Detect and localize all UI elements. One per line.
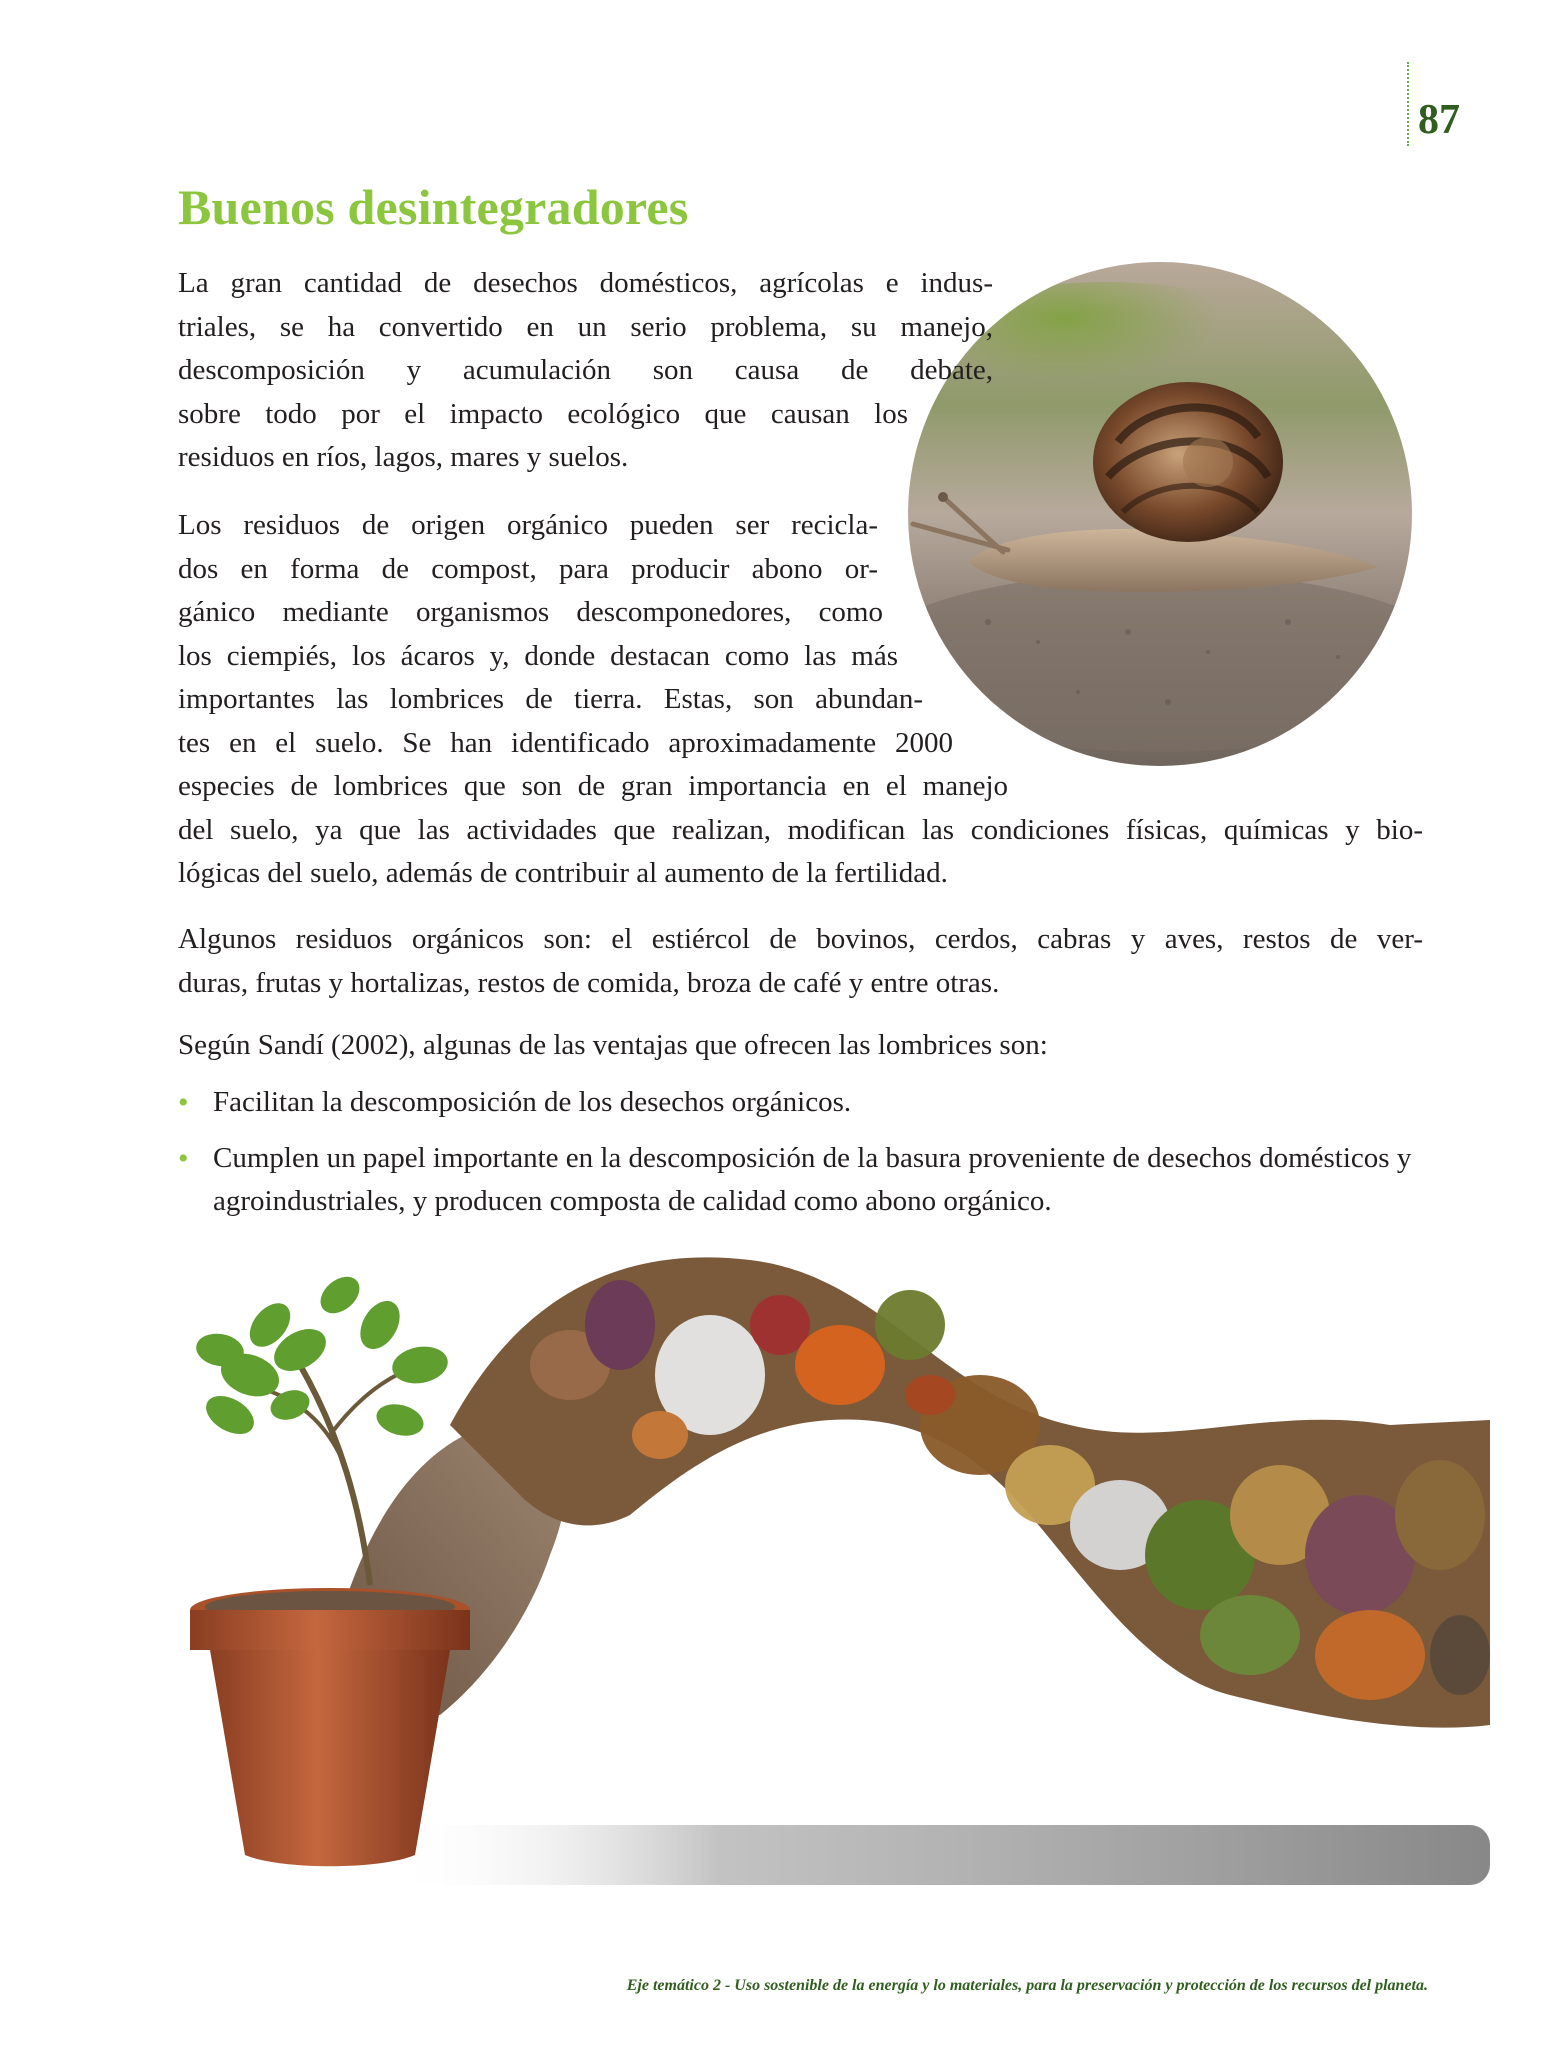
paragraph-2-line: los ciempiés, los ácaros y, donde destacan como las más [178,639,898,672]
paragraph-1-line: descomposición y acumulación son causa de debate, [178,354,993,386]
page-number: 87 [1418,97,1460,143]
paragraph-2-line: especies de lombrices que son de gran importancia en el manejo [178,770,1008,802]
paragraph-1-line: residuos en ríos, lagos, mares y suelos. [178,441,629,473]
paragraph-2-line: dos en forma de compost, para producir abono or- [178,552,878,585]
list-item-text: Cumplen un papel importante en la descomposición de la basura proveniente de desechos domésticos y agroindustriales, y producen composta de calidad como abono orgánico. [213,1141,1412,1217]
bullet-icon: • [178,1141,189,1175]
paragraph-3-line: Algunos residuos orgánicos son: el estiércol de bovinos, cerdos, cabras y aves, restos de ver- [178,923,1423,955]
bullet-icon: • [178,1086,189,1119]
list-item [178,1081,1423,1125]
paragraph-1-line: triales, se ha convertido en un serio problema, su manejo, [178,310,993,343]
paragraph-1-line: La gran cantidad de desechos domésticos, agrícolas e indus- [178,267,993,299]
paragraph-2-line: gánico mediante organismos descomponedores, como [178,596,883,628]
section-title: Buenos desintegradores [178,179,689,235]
list-item [178,1137,1423,1224]
paragraph-2-line: Los residuos de origen orgánico pueden ser recicla- [178,509,878,541]
paragraph-2-line: del suelo, ya que las actividades que realizan, modifican las condiciones físicas, químicas y bio- [178,813,1423,846]
paragraph-2-line: importantes las lombrices de tierra. Estas, son abundan- [178,683,923,715]
paragraph-3-line: duras, frutas y hortalizas, restos de comida, broza de café y entre otras. [178,966,1000,999]
list-item-text: Facilitan la descomposición de los desechos orgánicos. [213,1086,852,1118]
paragraph-2 [178,504,1423,896]
advantages-list [178,1081,1423,1236]
paragraph-3 [178,918,1423,1005]
page-number-divider [1407,62,1409,146]
footer-caption: Eje temático 2 - Uso sostenible de la energía y lo materiales, para la preservación y protección de los recursos del planeta. [626,1977,1428,1994]
compost-wave-graphic [190,1255,1490,1905]
paragraph-2-line: lógicas del suelo, además de contribuir al aumento de la fertilidad. [178,857,948,889]
compost-illustration [190,1255,1490,1905]
paragraph-1 [178,262,993,480]
paragraph-2-line: tes en el suelo. Se han identificado aproximadamente 2000 [178,726,953,759]
paragraph-1-line: sobre todo por el impacto ecológico que causan los [178,397,908,430]
paragraph-4: Según Sandí (2002), algunas de las ventajas que ofrecen las lombrices son: [178,1029,1048,1061]
